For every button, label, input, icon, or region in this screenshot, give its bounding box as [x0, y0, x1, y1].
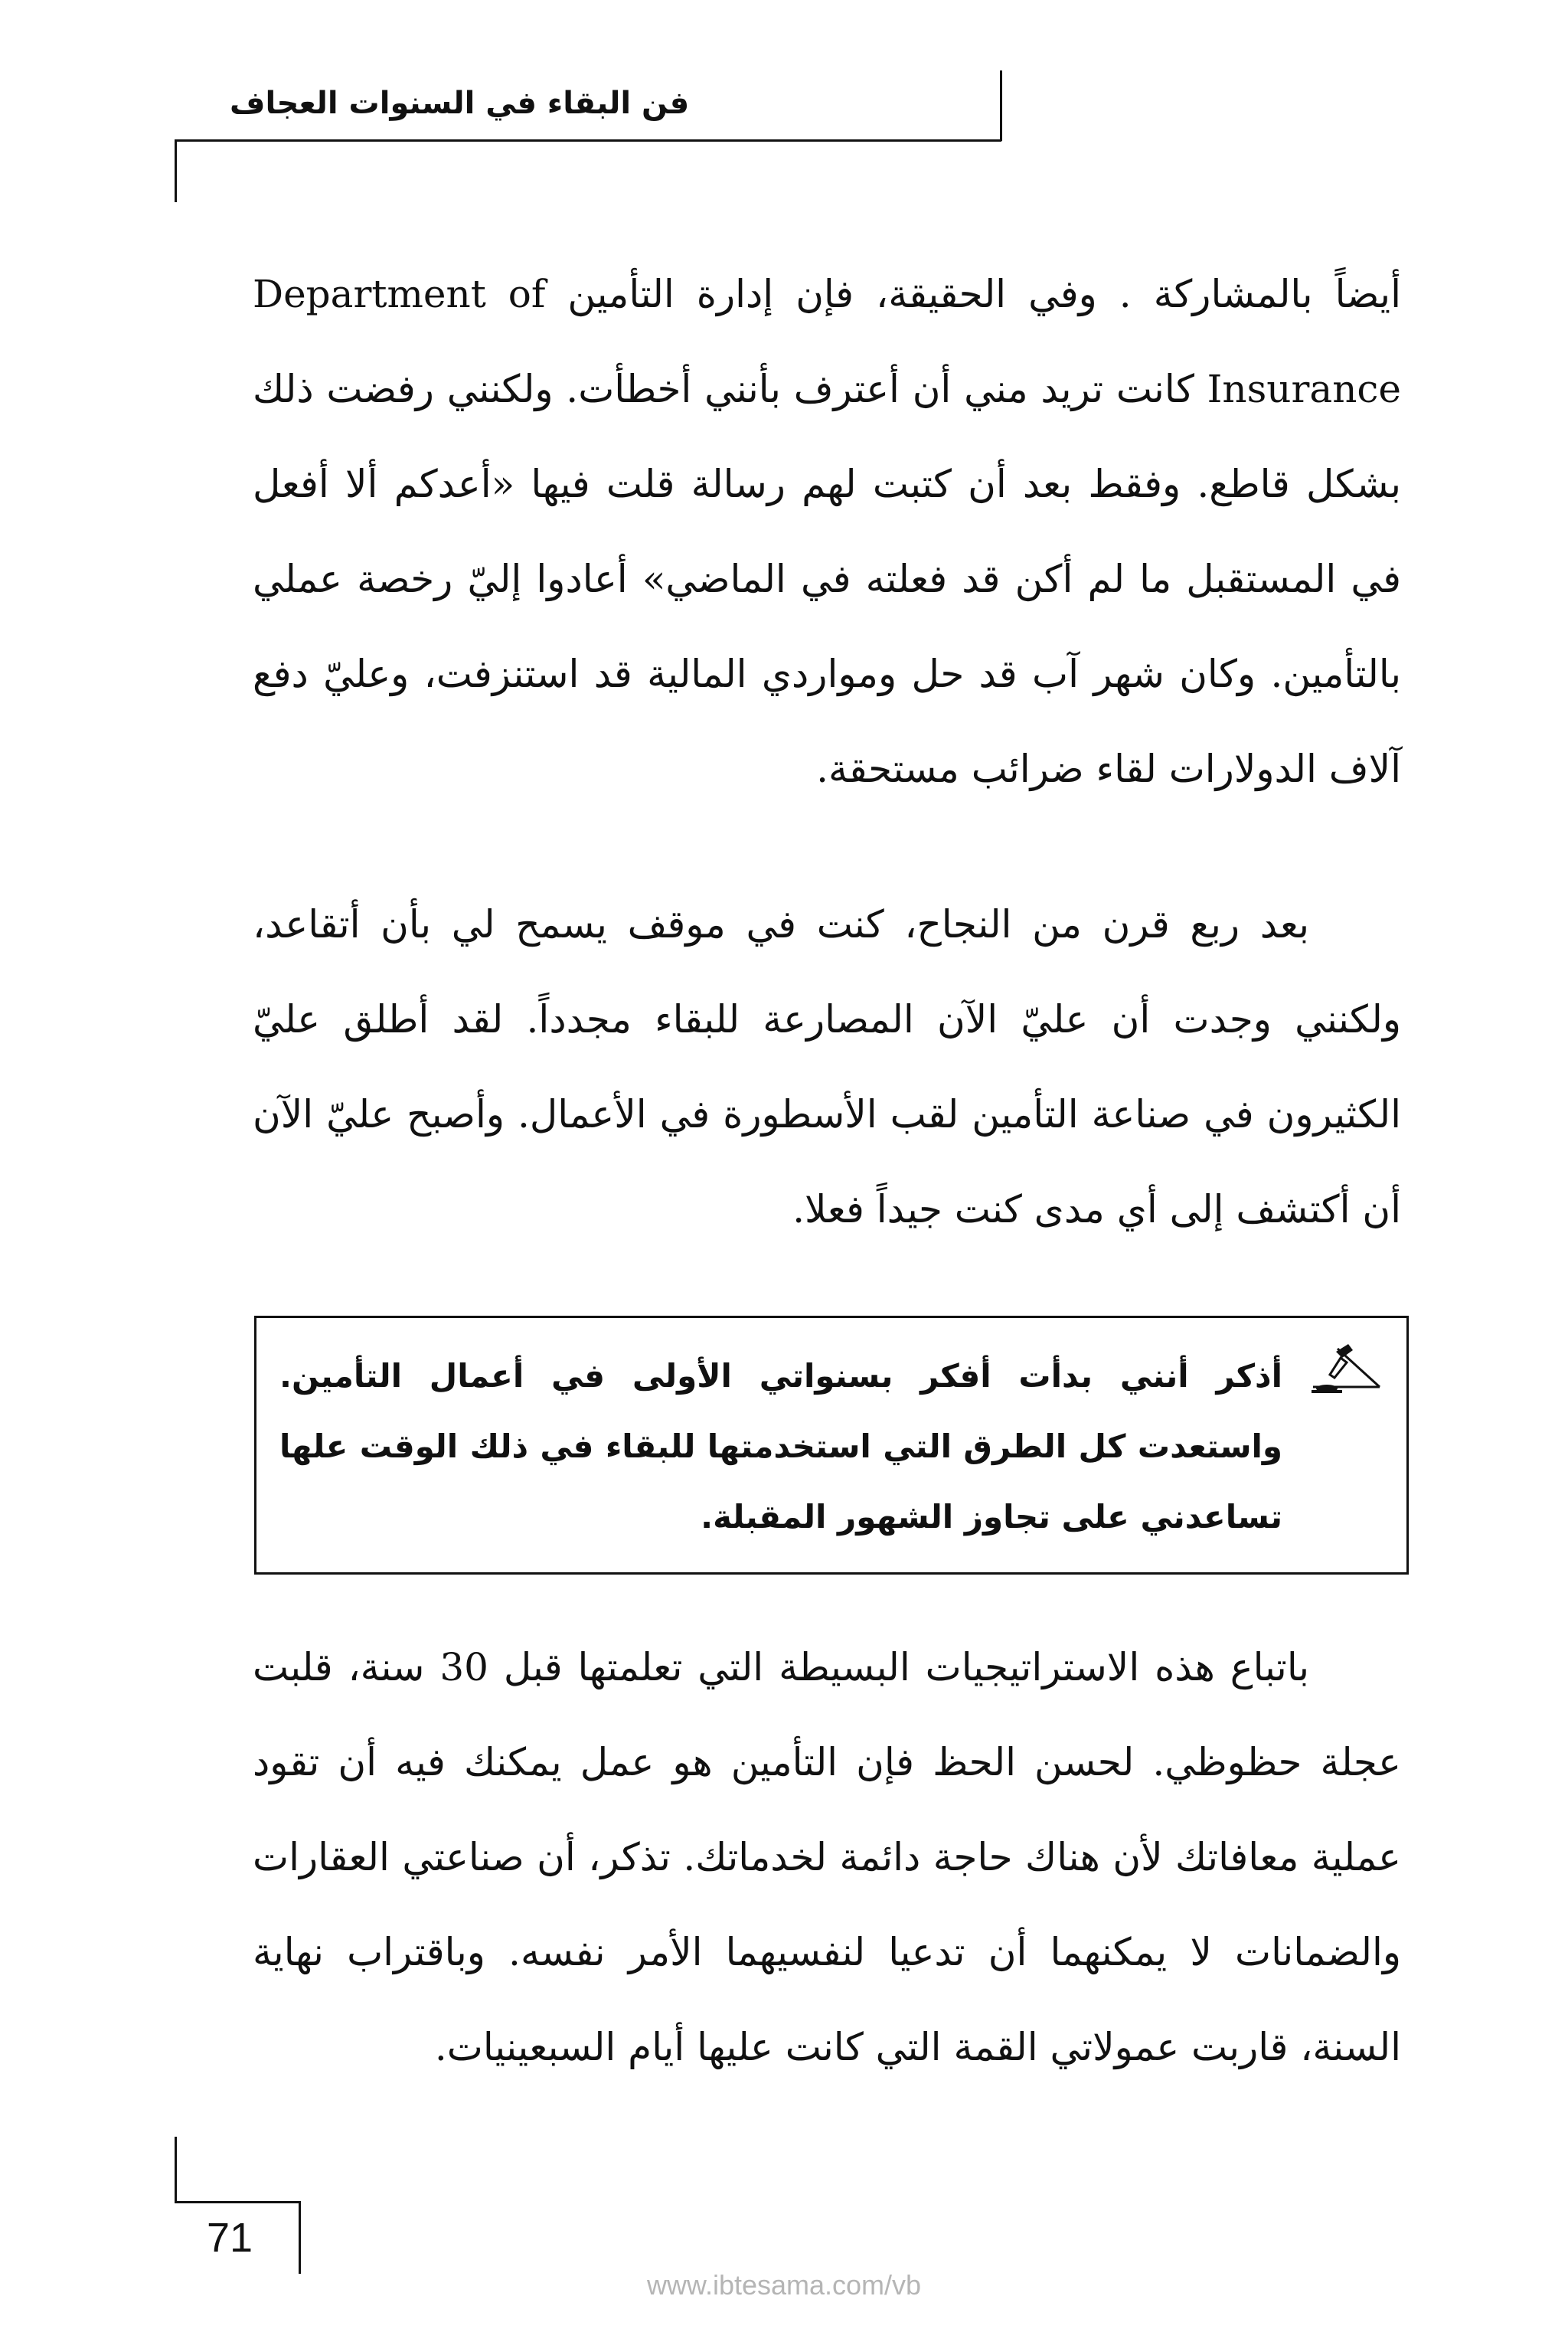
- note-text: أذكر أنني بدأت أفكر بسنواتي الأولى في أعمال التأمين. واستعدت كل الطرق التي استخدمتها للبقاء في ذلك الوقت علها تساعدني على تجاوز الشهور المقبلة.: [279, 1357, 1282, 1536]
- header-rule-vertical-left: [175, 139, 177, 202]
- paragraph-3: باتباع هذه الاستراتيجيات البسيطة التي تعلمتها قبل 30 سنة، قلبت عجلة حظوظي. لحسن الحظ فإن التأمين هو عمل يمكنك فيه أن تقود عملية معافاتك لأن هناك حاجة دائمة لخدماتك. تذكر، أن صناعتي العقارات والضمانات لا يمكنهما أن تدعيا لنفسيهما الأمر نفسه. وباقتراب نهاية السنة، قاربت عمولاتي القمة التي كانت عليها أيام السبعينيات.: [253, 1645, 1401, 2069]
- footer-rule-vertical-left: [175, 2137, 177, 2203]
- pen-icon: [1307, 1341, 1391, 1425]
- paragraph-2: بعد ربع قرن من النجاح، كنت في موقف يسمح لي بأن أتقاعد، ولكنني وجدت أن عليّ الآن المصارعة للبقاء مجدداً. لقد أطلق عليّ الكثيرون في صناعة التأمين لقب الأسطورة في الأعمال. وأصبح عليّ الآن أن أكتشف إلى أي مدى كنت جيداً فعلا.: [253, 902, 1401, 1231]
- paragraph-1: أيضاً بالمشاركة . وفي الحقيقة، فإن إدارة التأمين Department of Insurance كانت تريد مني أن أعترف بأنني أخطأت. ولكنني رفضت ذلك بشكل قاطع. وفقط بعد أن كتبت لهم رسالة قلت فيها «أعدكم ألا أفعل في المستقبل ما لم أكن قد فعلته في الماضي» أعادوا إليّ رخصة عملي بالتأمين. وكان شهر آب قد حل ومواردي المالية قد استنزفت، وعليّ دفع آلاف الدولارات لقاء ضرائب مستحقة.: [253, 272, 1401, 791]
- note-box: [254, 1316, 1409, 1575]
- header-rule-vertical-right: [1000, 70, 1002, 141]
- footer-rule-vertical-right: [299, 2201, 301, 2274]
- footer-rule: [175, 2201, 301, 2203]
- watermark-url: www.ibtesama.com/vb: [646, 2269, 922, 2301]
- page-number: 71: [207, 2215, 253, 2261]
- header-rule: [175, 139, 1001, 142]
- running-header-title: فن البقاء في السنوات العجاف: [230, 86, 690, 121]
